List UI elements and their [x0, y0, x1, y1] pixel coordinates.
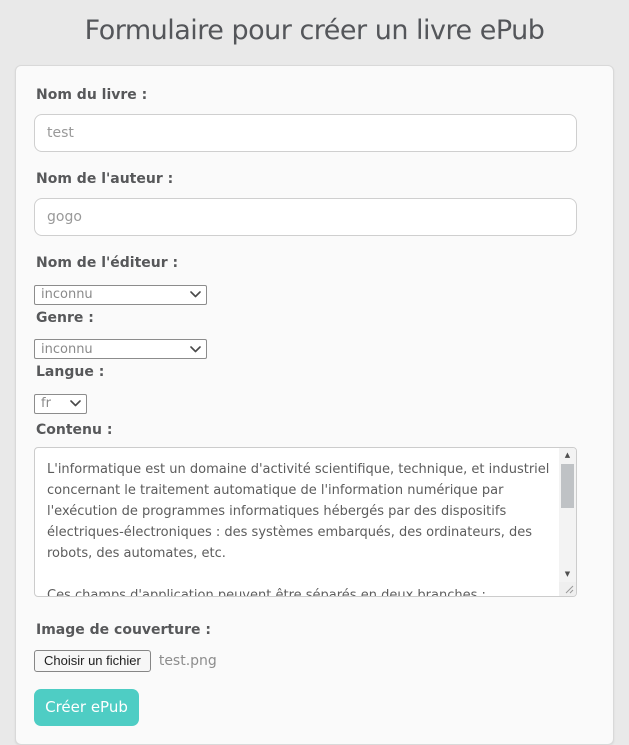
scrollbar-track[interactable]	[559, 463, 576, 567]
scroll-down-icon[interactable]: ▼	[564, 569, 571, 578]
publisher-label: Nom de l'éditeur :	[36, 255, 179, 271]
book-name-label: Nom du livre :	[36, 87, 148, 103]
genre-selected-value: inconnu	[41, 341, 93, 357]
content-textarea-frame	[34, 447, 577, 597]
epub-form-card	[15, 65, 614, 745]
author-name-label: Nom de l'auteur :	[36, 171, 174, 187]
cover-image-label: Image de couverture :	[36, 621, 211, 638]
choose-file-button[interactable]: Choisir un fichier	[34, 650, 151, 672]
page-title: Formulaire pour créer un livre ePub	[84, 15, 545, 46]
language-label: Langue :	[36, 364, 105, 380]
content-label: Contenu :	[36, 421, 113, 438]
chevron-down-icon	[190, 291, 201, 298]
language-select-row	[34, 392, 577, 414]
chevron-down-icon	[190, 346, 201, 353]
selected-file-name: test.png	[158, 652, 217, 669]
book-name-input[interactable]	[34, 114, 577, 152]
resize-grip-icon[interactable]	[559, 582, 576, 596]
textarea-scrollbar[interactable]	[559, 448, 576, 596]
chevron-down-icon	[70, 400, 81, 407]
language-selected-value: fr	[41, 396, 51, 411]
genre-label: Genre :	[36, 309, 94, 326]
create-epub-button[interactable]: Créer ePub	[34, 689, 139, 726]
publisher-select-row	[34, 283, 577, 305]
scrollbar-thumb[interactable]	[561, 464, 574, 508]
publisher-select[interactable]	[34, 285, 207, 305]
language-select[interactable]	[34, 394, 87, 414]
cover-file-input	[34, 650, 577, 672]
author-name-input[interactable]	[34, 198, 577, 236]
content-textarea[interactable]	[35, 448, 559, 596]
genre-select[interactable]	[34, 339, 207, 359]
scroll-up-icon[interactable]: ▲	[564, 450, 571, 459]
publisher-selected-value: inconnu	[41, 287, 93, 302]
genre-select-row	[34, 338, 577, 360]
